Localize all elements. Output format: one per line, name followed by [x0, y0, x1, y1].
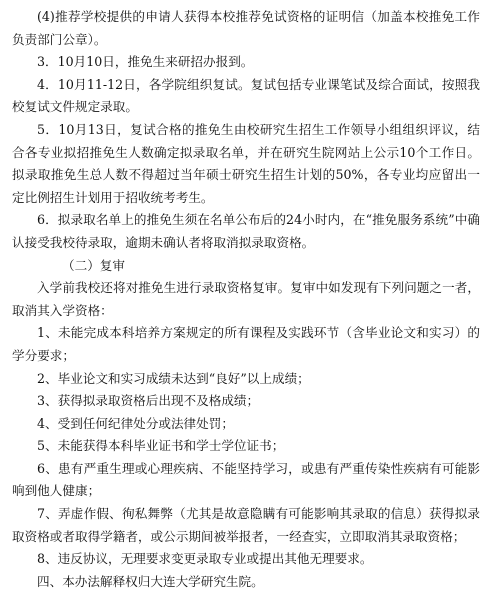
paragraph-step-3: 3．10月10日，推免生来研招办报到。	[37, 54, 254, 70]
section-heading-review: （二）复审	[62, 257, 125, 273]
review-condition-7: 7、弄虚作假、徇私舞弊（尤其是故意隐瞒有可能影响其录取的信息）获得拟录取资格或者取得学籍者，或公示期间被举报者，一经查实，立即取消其录取资格；	[12, 506, 480, 544]
review-condition-6: 6、患有严重生理或心理疾病、不能坚持学习，或患有严重传染性疾病有可能影响到他人健康；	[12, 460, 480, 499]
review-condition-8: 8、违反协议，无理要求变更录取专业或提出其他无理要求。	[37, 551, 373, 567]
paragraph-step-5: 5．10月13日，复试合格的推免生由校研究生招生工作领导小组组织评议，结合各专业拟招推免生人数确定拟录取名单，并在研究生院网站上公示10个工作日。拟录取推免生总人数不得超过当年硕士研究生招生计划的50%，各专业均应留出一定比例招生计划用于招收统考考生。	[12, 121, 480, 205]
paragraph-step-4: 4．10月11-12日，各学院组织复试。复试包括专业课笔试及综合面试，按照我校复试文件规定录取。	[12, 76, 480, 115]
paragraph-item-4-certificate: (4)推荐学校提供的申请人获得本校推荐免试资格的证明信（加盖本校推免工作负责部门公章）。	[12, 9, 480, 47]
review-condition-2: 2、毕业论文和实习成绩未达到“良好”以上成绩；	[37, 370, 310, 386]
review-condition-3: 3、获得拟录取资格后出现不及格成绩；	[37, 393, 260, 409]
paragraph-interpretation-rights: 四、本办法解释权归大连大学研究生院。	[37, 573, 264, 589]
review-condition-1: 1、未能完成本科培养方案规定的所有课程及实践环节（含毕业论文和实习）的学分要求；	[12, 325, 480, 363]
paragraph-step-6: 6．拟录取名单上的推免生须在名单公布后的24小时内，在“推免服务系统”中确认接受我校待录取，逾期未确认者将取消拟录取资格。	[12, 212, 480, 250]
review-condition-5: 5、未能获得本科毕业证书和学士学位证书；	[37, 438, 285, 454]
review-condition-4: 4、受到任何纪律处分或法律处罚；	[37, 415, 234, 431]
paragraph-review-intro: 入学前我校还将对推免生进行录取资格复审。复审中如发现有下列问题之一者，取消其入学资格：	[12, 280, 480, 318]
